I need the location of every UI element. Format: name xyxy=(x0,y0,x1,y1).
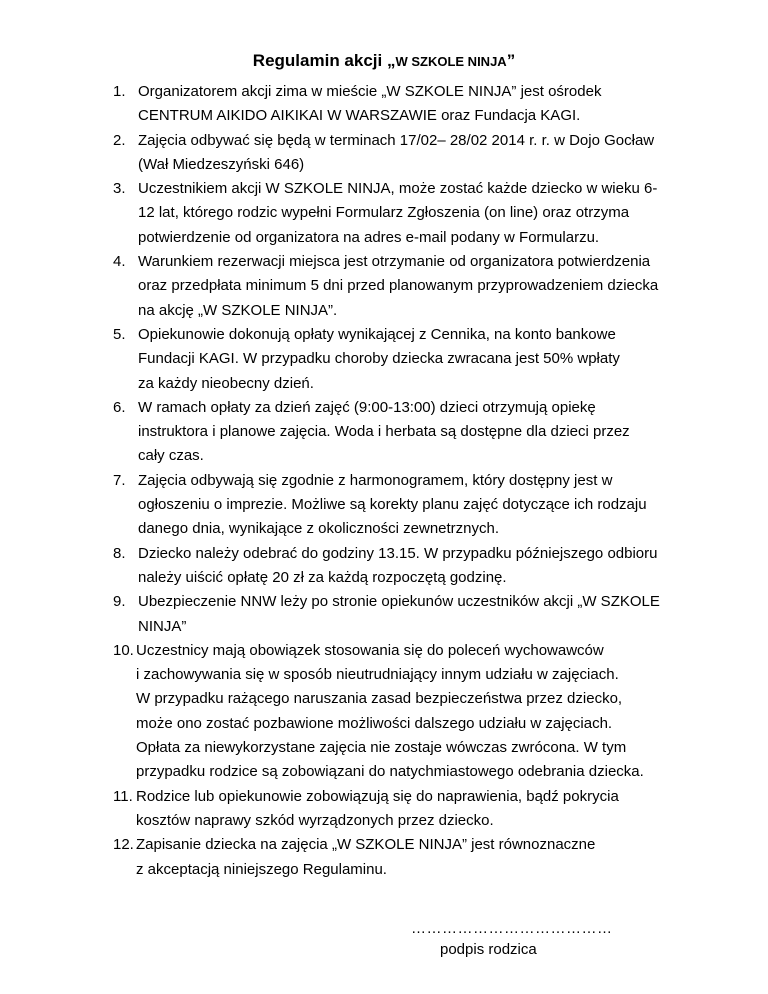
rule-text-line: na akcję „W SZKOLE NINJA”. xyxy=(138,301,338,319)
rule-text-line: Zajęcia odbywać się będą w terminach 17/02– 28/02 2014 r. r. w Dojo Gocław xyxy=(138,131,655,149)
rule-text-line: NINJA” xyxy=(138,617,187,635)
rule-number: 8. xyxy=(113,544,126,562)
rule-number: 3. xyxy=(113,180,126,198)
rule-number: 9. xyxy=(113,593,126,611)
rule-text-line: potwierdzenie od organizatora na adres e-mail podany w Formularzu. xyxy=(138,228,600,246)
rule-text-line: Dziecko należy odebrać do godziny 13.15. W przypadku późniejszego odbioru xyxy=(138,544,658,562)
rule-text-line: Ubezpieczenie NNW leży po stronie opiekunów uczestników akcji „W SZKOLE xyxy=(138,593,660,611)
rule-text-line: oraz przedpłata minimum 5 dni przed planowanym przyprowadzeniem dziecka xyxy=(138,277,659,295)
rule-text-line: Zajęcia odbywają się zgodnie z harmonogramem, który dostępny jest w xyxy=(138,471,613,489)
rule-text-line: cały czas. xyxy=(138,447,204,465)
rule-text-line: Rodzice lub opiekunowie zobowiązują się do naprawienia, bądź pokrycia xyxy=(136,787,619,805)
rule-number: 1. xyxy=(113,83,126,100)
rule-text-line: W przypadku rażącego naruszania zasad bezpieczeństwa przez dziecko, xyxy=(136,690,623,708)
title-name: W SZKOLE NINJA xyxy=(395,54,507,69)
signature-line: ………………………………… xyxy=(411,920,613,937)
rule-text-line: Fundacji KAGI. W przypadku choroby dziecka zwracana jest 50% wpłaty xyxy=(138,350,620,368)
rule-text-line: danego dnia, wynikające z okoliczności zewnetrznych. xyxy=(138,520,500,538)
rule-text-line: może ono zostać pozbawione możliwości dalszego udziału w zajęciach. xyxy=(136,714,613,732)
rule-text-line: 12 lat, którego rodzic wypełni Formularz Zgłoszenia (on line) oraz otrzyma xyxy=(138,204,630,222)
rule-number: 5. xyxy=(113,326,126,343)
rule-text-line: (Wał Miedzeszyński 646) xyxy=(138,155,305,173)
rule-text-line: W ramach opłaty za dzień zajęć (9:00-13:00) dzieci otrzymują opiekę xyxy=(138,398,596,416)
rule-text-line: z akceptacją niniejszego Regulaminu. xyxy=(136,860,387,878)
rule-text-line: Opłata za niewykorzystane zajęcia nie zostaje wówczas zwrócona. W tym xyxy=(136,739,627,757)
rule-text-line: Uczestnikiem akcji W SZKOLE NINJA, może zostać każde dziecko w wieku 6- xyxy=(138,180,658,198)
document-title xyxy=(0,50,768,73)
signature-label: podpis rodzica xyxy=(440,941,537,958)
rule-number: 2. xyxy=(113,131,126,149)
rule-number: 12. xyxy=(113,836,134,854)
rule-number: 7. xyxy=(113,471,126,489)
rule-text-line: instruktora i planowe zajęcia. Woda i herbata są dostępne dla dzieci przez xyxy=(138,423,630,441)
rule-text-line: Zapisanie dziecka na zajęcia „W SZKOLE NINJA” jest równoznaczne xyxy=(136,836,596,854)
rule-text-line: ogłoszeniu o imprezie. Możliwe są korekty planu zajęć dotyczące ich rodzaju xyxy=(138,496,647,514)
rule-text-line: Organizatorem akcji zima w mieście „W SZKOLE NINJA” jest ośrodek xyxy=(138,83,602,100)
rule-text-line: kosztów naprawy szkód wyrządzonych przez dziecko. xyxy=(136,811,494,829)
rule-text-line: CENTRUM AIKIDO AIKIKAI W WARSZAWIE oraz Fundacja KAGI. xyxy=(138,107,581,125)
rule-text-line: i zachowywania się w sposób nieutrudniający innym udziału w zajęciach. xyxy=(136,666,619,684)
rule-text-line: należy uiścić opłatę 20 zł za każdą rozpoczętą godzinę. xyxy=(138,568,507,586)
rule-text-line: za każdy nieobecny dzień. xyxy=(138,374,314,392)
rule-text-line: Uczestnicy mają obowiązek stosowania się do poleceń wychowawców xyxy=(136,641,604,659)
rule-number: 11. xyxy=(113,787,133,805)
title-close-quote: ” xyxy=(506,51,516,70)
title-prefix: Regulamin akcji xyxy=(252,51,383,70)
rule-text-line: Opiekunowie dokonują opłaty wynikającej z Cennika, na konto bankowe xyxy=(138,326,616,343)
rule-number: 10. xyxy=(113,641,134,659)
title-open-quote: „ xyxy=(386,51,396,70)
rule-number: 4. xyxy=(113,253,126,271)
rule-text-line: Warunkiem rezerwacji miejsca jest otrzymanie od organizatora potwierdzenia xyxy=(138,253,651,271)
rule-text-line: przypadku rodzice są zobowiązani do natychmiastowego odebrania dziecka. xyxy=(136,763,644,781)
rule-number: 6. xyxy=(113,398,126,416)
